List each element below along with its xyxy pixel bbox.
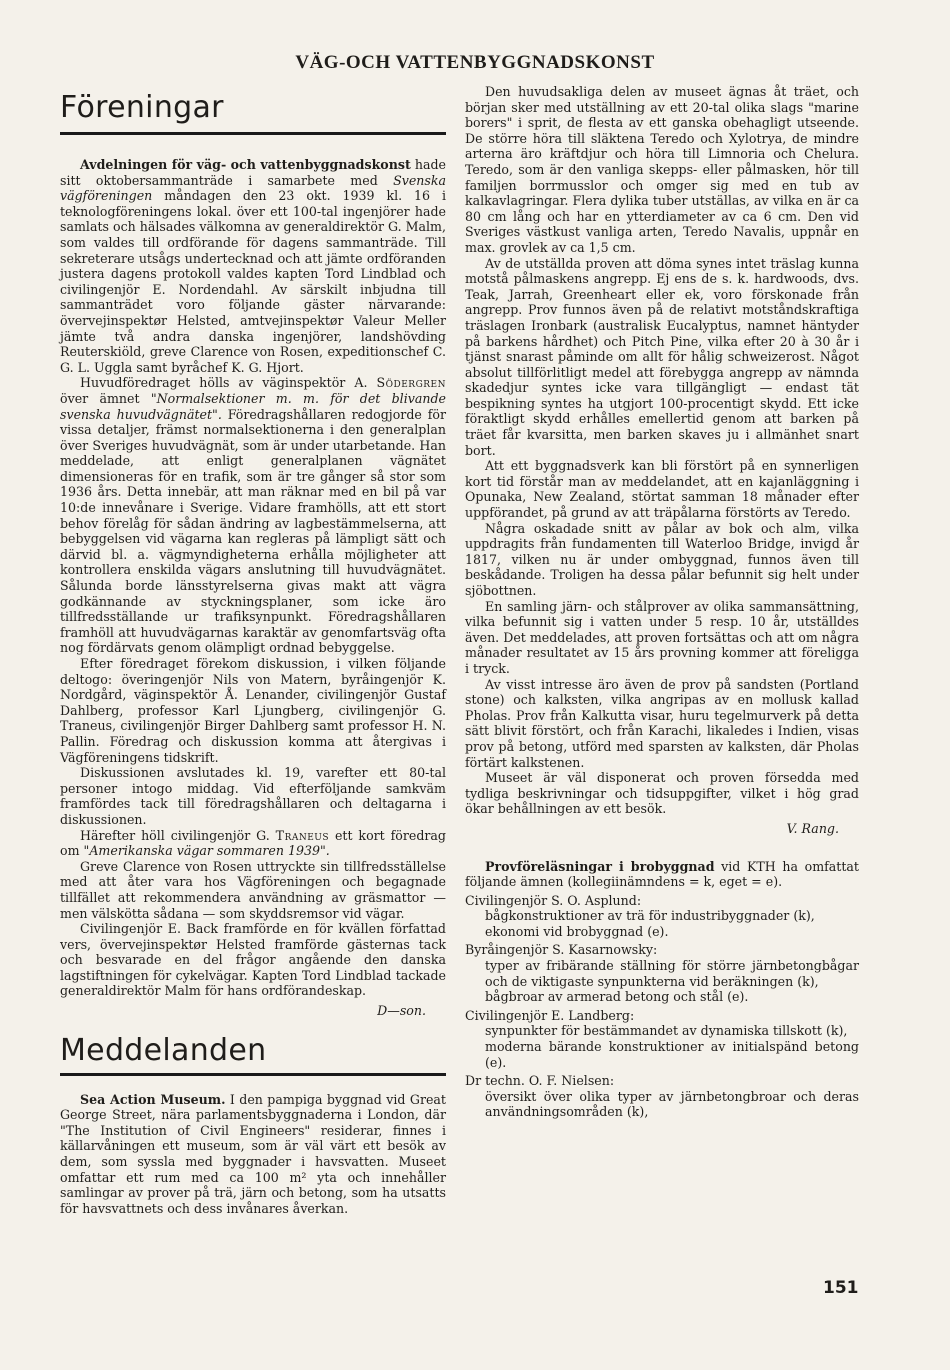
lecture-topic: bågkonstruktioner av trä för industribyggnader (k), [485, 908, 815, 924]
paragraph: Civilingenjör E. Back framförde en för kvällen författad vers, övervejinspektør Helsted framförde gästernas tack och besvarade en del frågor angående den danska lagstiftningen för cykelvägar. Kapten Tord Lindblad tackade generaldirektör Malm för hans ordförandeskap. [60, 921, 446, 999]
section-title-foreningar: Föreningar [60, 90, 224, 125]
paragraph: Av de utställda proven att döma synes intet träslag kunna motstå pålmaskens angrepp. Ej ens de s. k. hardwoods, dvs. Teak, Jarrah, Greenheart eller ek, voro förskonade från angrepp. Prov funnos även på de relativt motståndskraftiga träslagen Ironbark (australisk Eucalyptus, namnet häntyder på barkens hårdhet) och Pitch Pine, vilka efter 20 à 30 år i tjänst snarast påminde om allt för hålig schweizerost. Något absolut tillförlitligt medel att förebygga angrepp av nämnda skadedjur syntes icke vara tillgängligt — endast tät bespikning syntes ha utgjort 100-procentigt skydd. Ett icke föraktligt skydd erhålles emellertid genom att barken på träet får kvarsitta, men barken skaves ju i allmänhet snart bort. [465, 255, 859, 458]
paragraph: Huvudföredraget hölls av väginspektör A. Södergren över ämnet "Normalsektioner m. m. för det blivande svenska huvudvägnätet". Föredragshållaren redogjorde för vissa detaljer, främst normalsektionerna i den generalplan över Sveriges huvudvägnät, som är under utarbetande. Han meddelade, att enligt generalplanen vägnätet dimensioneras för en trafik, som är tre gånger så stor som 1936 års. Detta innebär, att man räknar med en bil på var 10:de innevånare i Sverige. Vidare framhölls, att ett stort behov förelåg för sådan ändring av lagbestämmelserna, att bebyggelsen vid vägarna kan regleras på lämpligt sätt och därvid bl. a. vägmyndigheterna erhålla möjligheter att kontrollera enskilda vägars anslutning till huvudvägnätet. Sålunda borde länsstyrelserna givas makt att vägra godkännande av styckningsplaner, som icke äro tillfredsställande ur trafiksynpunkt. Föredragshållaren framhöll att huvudvägarnas karaktär av genomfartsväg ofta nog fördärvats genom olämpligt ordnad bebyggelse. [60, 375, 446, 656]
running-title: VÄG-OCH VATTENBYGGNADSKONST [295, 52, 655, 73]
right-column [465, 84, 859, 1120]
lecture-title: "Amerikanska vägar sommaren 1939". [83, 843, 330, 859]
lecture-topic: översikt över olika typer av järnbetongbroar och deras användningsområden (k), [485, 1088, 859, 1120]
lecturer-name: Civilingenjör S. O. Asplund: [465, 892, 642, 908]
signature: V. Rang. [786, 820, 839, 836]
italic-text: Svenska vägföreningen [60, 172, 446, 204]
lead-text: Provföreläsningar i brobyggnad [485, 858, 715, 874]
speaker-name: Traneus [275, 827, 330, 843]
paragraph: Härefter höll civilingenjör G. Traneus ett kort föredrag om "Amerikanska vägar sommaren 1939". [60, 827, 446, 859]
paragraph: Greve Clarence von Rosen uttryckte sin tillfredsställelse med att åter vara hos Vägföreningen och begagnade tillfället att rekommendera användning av gräsmattor — men välskötta sådana — som skyddsremsor vid vägar. [60, 858, 446, 921]
lecture-topic: bågbroar av armerad betong och stål (e). [485, 989, 749, 1005]
paragraph: Några oskadade snitt av pålar av bok och alm, vilka uppdragits från fundamenten till Waterloo Bridge, invigd år 1817, vilken nu är under ombyggnad, funnos även till beskådande. Troligen ha dessa pålar befunnit sig helt under sjöbottnen. [465, 520, 859, 598]
paragraph: Av visst intresse äro även de prov på sandsten (Portland stone) och kalksten, vilka angripas av en mollusk kallad Pholas. Prov från Kalkutta visar, huru tegelmurverk på detta sätt blivit förstört, och från Karachi, likaledes i Indien, visas prov på betong, utförd med sparsten av kalksten, där Pholas förtärt kalkstenen. [465, 676, 859, 770]
speaker-name: Södergren [376, 375, 446, 391]
paragraph: Provföreläsningar i brobyggnad vid KTH ha omfattat följande ämnen (kollegiinämndens = k, eget = e). [465, 858, 859, 890]
lecture-topic: typer av fribärande ställning för större järnbetongbågar och de viktigaste synpunkterna vid beräkningen (k), [485, 958, 859, 989]
paragraph: En samling järn- och stålprover av olika sammansättning, vilka befunnit sig i vatten under 5 resp. 10 år, utställdes även. Det meddelades, att proven fortsättas och att om några månader resultatet av 15 års provning kommer att föreligga i tryck. [465, 598, 859, 676]
page-number: 151 [823, 1278, 859, 1298]
lead-text: Avdelningen för väg- och vattenbyggnadskonst [80, 157, 411, 172]
section-rule [60, 1073, 446, 1076]
lecturer-name: Civilingenjör E. Landberg: [465, 1007, 635, 1023]
paragraph: Diskussionen avslutades kl. 19, varefter ett 80-tal personer intogo middag. Vid efterföljande samkväm framfördes tack till föredragshållaren och deltagarna i diskussionen. [60, 765, 446, 827]
lecture-topic: synpunkter för bestämmandet av dynamiska tillskott (k), [485, 1023, 848, 1039]
section-rule [60, 132, 446, 135]
paragraph: Att ett byggnadsverk kan bli förstört på en synnerligen kort tid förstår man av meddelandet, att en kajanläggning i Opunaka, New Zealand, störtat samman 18 månader efter uppförandet, på grund av att träpålarna förstörts av Teredo. [465, 458, 859, 521]
lecture-topic: ekonomi vid brobyggnad (e). [485, 923, 669, 939]
lecture-title: "Normalsektioner m. m. för det blivande svenska huvudvägnätet". [60, 390, 446, 422]
lecture-topic: moderna bärande konstruktioner av initialspänd betong (e). [485, 1039, 859, 1070]
paragraph: Avdelningen för väg- och vattenbyggnadskonst hade sitt oktobersammanträde i samarbete med Svenska vägföreningen måndagen den 23 okt. 1939 kl. 16 i teknologföreningens lokal. över ett 100-tal ingenjörer hade samlats och hälsades välkomna av generaldirektör G. Malm, som valdes till ordförande för dagens sammanträde. Till sekreterare utsågs undertecknad och att jämte ordföranden justera dagens protokoll valdes kapten Tord Lindblad och civilingenjör E. Nordendahl. Av särskilt inbjudna till sammanträdet voro följande gäster närvarande: övervejinspektør Helsted, amtvejinspektør Valeur Meller jämte två andra danska ingenjörer, landshövding Reuterskiöld, greve Clarence von Rosen, expeditionschef C. G. L. Uggla samt byråchef K. G. Hjort. [60, 157, 446, 375]
lecturer-name: Byråingenjör S. Kasarnowsky: [465, 942, 658, 958]
signature: D—son. [377, 1003, 426, 1019]
paragraph: Museet är väl disponerat och proven försedda med tydliga beskrivningar och tidsuppgifter, vilket i hög grad ökar behållningen av ett besök. [465, 770, 859, 817]
paragraph: Efter föredraget förekom diskussion, i vilken följande deltogo: överingenjör Nils von Matern, byråingenjör K. Nordgård, väginspektör Å. Lenander, civilingenjör Gustaf Dahlberg, professor Karl Ljungberg, civilingenjör G. Traneus, civilingenjör Birger Dahlberg samt professor H. N. Pallin. Föredrag och diskussion komma att återgivas i Vägföreningens tidskrift. [60, 656, 446, 765]
spacer [465, 843, 859, 859]
paragraph: Sea Action Museum. I den pampiga byggnad vid Great George Street, nära parlamentsbyggnaderna i London, där "The Institution of Civil Engineers" residerar, finnes i källarvåningen ett museum, som är väl värt ett besök av dem, som syssla med byggnader i havsvatten. Museet omfattar ett rum med ca 100 m² yta och innehåller samlingar av prover på trä, järn och betong, som ha utsatts för havsvattnets och dess invånares åverkan. [60, 1091, 446, 1216]
paragraph: Den huvudsakliga delen av museet ägnas åt träet, och början sker med utställning av ett 20-tal olika slags "marine borers" i sprit, de flesta av ett ganska obehagligt utseende. De större höra till släktena Teredo och Xylotrya, de mindre arterna äro kräftdjur och höra till Limnoria och Chelura. Teredo, som är den vanliga skepps- eller pålmasken, hör till familjen borrmusslor och omger sig med en tub av kalkavlagringar. Flera dylika tuber utställas, av vilka en är ca 80 cm lång och har en ytterdiameter av ca 6 cm. Den vid Sveriges västkust vanliga arten, Teredo Navalis, uppnår en max. grovlek av ca 1,5 cm. [465, 84, 859, 255]
lecturer-name: Dr techn. O. F. Nielsen: [465, 1073, 615, 1089]
left-column [60, 82, 446, 1216]
lead-text: Sea Action Museum. [80, 1091, 226, 1107]
section-title-meddelanden: Meddelanden [60, 1032, 267, 1068]
